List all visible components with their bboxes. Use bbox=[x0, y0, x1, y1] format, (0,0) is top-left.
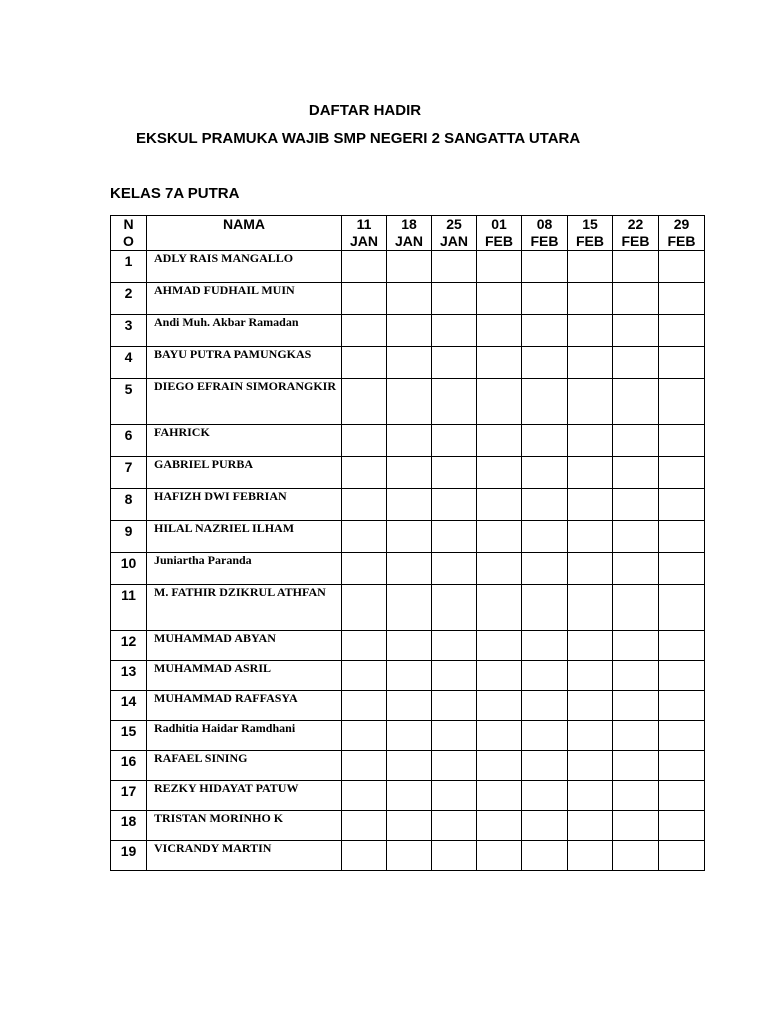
page-subtitle: EKSKUL PRAMUKA WAJIB SMP NEGERI 2 SANGATTA UTARA bbox=[136, 130, 581, 147]
attendance-cell[interactable] bbox=[613, 585, 659, 631]
attendance-cell[interactable] bbox=[522, 315, 568, 347]
attendance-cell[interactable] bbox=[568, 631, 613, 661]
attendance-cell[interactable] bbox=[659, 721, 705, 751]
attendance-cell[interactable] bbox=[568, 425, 613, 457]
attendance-cell[interactable] bbox=[659, 661, 705, 691]
attendance-cell[interactable] bbox=[613, 781, 659, 811]
attendance-cell[interactable] bbox=[432, 751, 477, 781]
student-name: GABRIEL PURBA bbox=[147, 457, 342, 489]
attendance-cell[interactable] bbox=[477, 751, 522, 781]
attendance-cell[interactable] bbox=[432, 457, 477, 489]
attendance-cell[interactable] bbox=[477, 379, 522, 425]
row-number: 9 bbox=[111, 521, 147, 553]
row-number: 6 bbox=[111, 425, 147, 457]
attendance-cell[interactable] bbox=[477, 489, 522, 521]
attendance-cell[interactable] bbox=[613, 841, 659, 871]
attendance-cell[interactable] bbox=[659, 811, 705, 841]
attendance-cell[interactable] bbox=[477, 631, 522, 661]
attendance-cell[interactable] bbox=[387, 521, 432, 553]
attendance-cell[interactable] bbox=[522, 585, 568, 631]
attendance-cell[interactable] bbox=[387, 691, 432, 721]
row-number: 4 bbox=[111, 347, 147, 379]
attendance-cell[interactable] bbox=[522, 251, 568, 283]
attendance-cell[interactable] bbox=[568, 781, 613, 811]
header-date: 25 JAN bbox=[432, 216, 477, 251]
row-number: 2 bbox=[111, 283, 147, 315]
table-row bbox=[111, 283, 705, 315]
attendance-cell[interactable] bbox=[477, 841, 522, 871]
attendance-cell[interactable] bbox=[342, 521, 387, 553]
page-title: DAFTAR HADIR bbox=[308, 102, 422, 119]
student-name: AHMAD FUDHAIL MUIN bbox=[147, 283, 342, 315]
attendance-cell[interactable] bbox=[477, 781, 522, 811]
table-row bbox=[111, 781, 705, 811]
attendance-cell[interactable] bbox=[568, 521, 613, 553]
attendance-cell[interactable] bbox=[613, 811, 659, 841]
header-name: NAMA bbox=[147, 216, 342, 251]
row-number: 18 bbox=[111, 811, 147, 841]
attendance-cell[interactable] bbox=[568, 721, 613, 751]
attendance-cell[interactable] bbox=[477, 283, 522, 315]
attendance-cell[interactable] bbox=[477, 585, 522, 631]
attendance-cell[interactable] bbox=[342, 489, 387, 521]
attendance-cell[interactable] bbox=[613, 283, 659, 315]
attendance-cell[interactable] bbox=[613, 691, 659, 721]
attendance-cell[interactable] bbox=[432, 811, 477, 841]
header-date: 01 FEB bbox=[477, 216, 522, 251]
table-row bbox=[111, 751, 705, 781]
attendance-cell[interactable] bbox=[342, 425, 387, 457]
attendance-cell[interactable] bbox=[659, 841, 705, 871]
attendance-cell[interactable] bbox=[568, 691, 613, 721]
attendance-cell[interactable] bbox=[477, 721, 522, 751]
table-row bbox=[111, 553, 705, 585]
attendance-cell[interactable] bbox=[387, 721, 432, 751]
attendance-cell[interactable] bbox=[387, 585, 432, 631]
attendance-cell[interactable] bbox=[342, 347, 387, 379]
row-number: 3 bbox=[111, 315, 147, 347]
attendance-cell[interactable] bbox=[568, 811, 613, 841]
attendance-cell[interactable] bbox=[342, 379, 387, 425]
student-name: HAFIZH DWI FEBRIAN bbox=[147, 489, 342, 521]
row-number: 8 bbox=[111, 489, 147, 521]
table-row bbox=[111, 585, 705, 631]
header-date: 08 FEB bbox=[522, 216, 568, 251]
attendance-cell[interactable] bbox=[568, 553, 613, 585]
student-name: VICRANDY MARTIN bbox=[147, 841, 342, 871]
attendance-cell[interactable] bbox=[387, 489, 432, 521]
attendance-cell[interactable] bbox=[432, 489, 477, 521]
student-name: MUHAMMAD ASRIL bbox=[147, 661, 342, 691]
header-date: 29 FEB bbox=[659, 216, 705, 251]
student-name: Andi Muh. Akbar Ramadan bbox=[147, 315, 342, 347]
table-row bbox=[111, 489, 705, 521]
row-number: 17 bbox=[111, 781, 147, 811]
attendance-cell[interactable] bbox=[387, 457, 432, 489]
attendance-cell[interactable] bbox=[659, 691, 705, 721]
attendance-cell[interactable] bbox=[432, 691, 477, 721]
attendance-cell[interactable] bbox=[477, 691, 522, 721]
attendance-cell[interactable] bbox=[659, 315, 705, 347]
attendance-cell[interactable] bbox=[659, 585, 705, 631]
attendance-cell[interactable] bbox=[387, 379, 432, 425]
attendance-cell[interactable] bbox=[568, 751, 613, 781]
attendance-cell[interactable] bbox=[659, 521, 705, 553]
attendance-cell[interactable] bbox=[659, 457, 705, 489]
student-name: Radhitia Haidar Ramdhani bbox=[147, 721, 342, 751]
student-name: ADLY RAIS MANGALLO bbox=[147, 251, 342, 283]
attendance-cell[interactable] bbox=[522, 553, 568, 585]
table-row bbox=[111, 347, 705, 379]
row-number: 12 bbox=[111, 631, 147, 661]
attendance-cell[interactable] bbox=[432, 553, 477, 585]
table-row bbox=[111, 721, 705, 751]
row-number: 13 bbox=[111, 661, 147, 691]
row-number: 11 bbox=[111, 585, 147, 631]
attendance-cell[interactable] bbox=[568, 661, 613, 691]
attendance-cell[interactable] bbox=[659, 631, 705, 661]
attendance-cell[interactable] bbox=[432, 841, 477, 871]
class-label: KELAS 7A PUTRA bbox=[110, 185, 240, 202]
header-date: 18 JAN bbox=[387, 216, 432, 251]
attendance-cell[interactable] bbox=[342, 457, 387, 489]
attendance-cell[interactable] bbox=[432, 521, 477, 553]
student-name: MUHAMMAD ABYAN bbox=[147, 631, 342, 661]
attendance-cell[interactable] bbox=[387, 631, 432, 661]
attendance-cell[interactable] bbox=[568, 251, 613, 283]
table-row bbox=[111, 521, 705, 553]
attendance-cell[interactable] bbox=[432, 631, 477, 661]
attendance-cell[interactable] bbox=[522, 379, 568, 425]
table-row bbox=[111, 251, 705, 283]
attendance-cell[interactable] bbox=[477, 347, 522, 379]
attendance-cell[interactable] bbox=[522, 283, 568, 315]
student-name: RAFAEL SINING bbox=[147, 751, 342, 781]
header-no: N O bbox=[111, 216, 147, 251]
attendance-cell[interactable] bbox=[387, 315, 432, 347]
attendance-cell[interactable] bbox=[613, 661, 659, 691]
attendance-cell[interactable] bbox=[659, 283, 705, 315]
attendance-cell[interactable] bbox=[342, 781, 387, 811]
attendance-cell[interactable] bbox=[613, 751, 659, 781]
table-row bbox=[111, 631, 705, 661]
attendance-cell[interactable] bbox=[342, 553, 387, 585]
student-name: TRISTAN MORINHO K bbox=[147, 811, 342, 841]
attendance-cell[interactable] bbox=[568, 585, 613, 631]
attendance-cell[interactable] bbox=[477, 315, 522, 347]
attendance-cell[interactable] bbox=[477, 251, 522, 283]
attendance-cell[interactable] bbox=[613, 553, 659, 585]
attendance-cell[interactable] bbox=[342, 811, 387, 841]
row-number: 14 bbox=[111, 691, 147, 721]
attendance-cell[interactable] bbox=[659, 251, 705, 283]
row-number: 5 bbox=[111, 379, 147, 425]
attendance-cell[interactable] bbox=[477, 553, 522, 585]
header-row bbox=[111, 216, 705, 251]
attendance-cell[interactable] bbox=[659, 347, 705, 379]
attendance-cell[interactable] bbox=[387, 781, 432, 811]
attendance-cell[interactable] bbox=[387, 751, 432, 781]
attendance-cell[interactable] bbox=[387, 661, 432, 691]
attendance-cell[interactable] bbox=[387, 553, 432, 585]
row-number: 16 bbox=[111, 751, 147, 781]
student-name: M. FATHIR DZIKRUL ATHFAN bbox=[147, 585, 342, 631]
row-number: 7 bbox=[111, 457, 147, 489]
attendance-cell[interactable] bbox=[387, 425, 432, 457]
attendance-cell[interactable] bbox=[522, 691, 568, 721]
student-name: BAYU PUTRA PAMUNGKAS bbox=[147, 347, 342, 379]
attendance-cell[interactable] bbox=[613, 457, 659, 489]
student-name: FAHRICK bbox=[147, 425, 342, 457]
attendance-cell[interactable] bbox=[432, 315, 477, 347]
attendance-cell[interactable] bbox=[659, 489, 705, 521]
table-row bbox=[111, 811, 705, 841]
attendance-cell[interactable] bbox=[659, 751, 705, 781]
attendance-cell[interactable] bbox=[522, 751, 568, 781]
attendance-cell[interactable] bbox=[522, 661, 568, 691]
attendance-cell[interactable] bbox=[613, 251, 659, 283]
attendance-cell[interactable] bbox=[613, 347, 659, 379]
attendance-cell[interactable] bbox=[522, 347, 568, 379]
attendance-cell[interactable] bbox=[387, 283, 432, 315]
row-number: 10 bbox=[111, 553, 147, 585]
attendance-cell[interactable] bbox=[659, 781, 705, 811]
table-row bbox=[111, 315, 705, 347]
attendance-cell[interactable] bbox=[432, 721, 477, 751]
attendance-cell[interactable] bbox=[342, 315, 387, 347]
attendance-cell[interactable] bbox=[613, 379, 659, 425]
attendance-cell[interactable] bbox=[613, 315, 659, 347]
attendance-cell[interactable] bbox=[568, 283, 613, 315]
attendance-cell[interactable] bbox=[522, 521, 568, 553]
attendance-cell[interactable] bbox=[432, 379, 477, 425]
student-name: REZKY HIDAYAT PATUW bbox=[147, 781, 342, 811]
attendance-cell[interactable] bbox=[342, 751, 387, 781]
attendance-cell[interactable] bbox=[477, 457, 522, 489]
attendance-cell[interactable] bbox=[477, 661, 522, 691]
attendance-cell[interactable] bbox=[522, 781, 568, 811]
table-row bbox=[111, 425, 705, 457]
attendance-cell[interactable] bbox=[659, 553, 705, 585]
attendance-cell[interactable] bbox=[432, 781, 477, 811]
attendance-cell[interactable] bbox=[522, 811, 568, 841]
attendance-cell[interactable] bbox=[568, 489, 613, 521]
attendance-cell[interactable] bbox=[342, 691, 387, 721]
header-date: 11 JAN bbox=[342, 216, 387, 251]
row-number: 19 bbox=[111, 841, 147, 871]
attendance-cell[interactable] bbox=[342, 631, 387, 661]
attendance-cell[interactable] bbox=[342, 251, 387, 283]
attendance-cell[interactable] bbox=[342, 661, 387, 691]
attendance-cell[interactable] bbox=[613, 489, 659, 521]
attendance-cell[interactable] bbox=[342, 283, 387, 315]
attendance-cell[interactable] bbox=[387, 811, 432, 841]
attendance-cell[interactable] bbox=[522, 489, 568, 521]
row-number: 1 bbox=[111, 251, 147, 283]
attendance-cell[interactable] bbox=[432, 661, 477, 691]
student-name: HILAL NAZRIEL ILHAM bbox=[147, 521, 342, 553]
attendance-cell[interactable] bbox=[477, 521, 522, 553]
attendance-cell[interactable] bbox=[432, 425, 477, 457]
attendance-cell[interactable] bbox=[568, 457, 613, 489]
table-row bbox=[111, 661, 705, 691]
table-row bbox=[111, 379, 705, 425]
attendance-cell[interactable] bbox=[477, 811, 522, 841]
attendance-cell[interactable] bbox=[613, 721, 659, 751]
attendance-cell[interactable] bbox=[477, 425, 522, 457]
attendance-cell[interactable] bbox=[342, 721, 387, 751]
attendance-cell[interactable] bbox=[659, 425, 705, 457]
student-name: MUHAMMAD RAFFASYA bbox=[147, 691, 342, 721]
attendance-cell[interactable] bbox=[432, 585, 477, 631]
attendance-cell[interactable] bbox=[568, 841, 613, 871]
attendance-cell[interactable] bbox=[522, 457, 568, 489]
attendance-cell[interactable] bbox=[432, 347, 477, 379]
table-row bbox=[111, 691, 705, 721]
attendance-cell[interactable] bbox=[387, 251, 432, 283]
attendance-cell[interactable] bbox=[613, 425, 659, 457]
student-name: Juniartha Paranda bbox=[147, 553, 342, 585]
student-name: DIEGO EFRAIN SIMORANGKIR bbox=[147, 379, 342, 425]
attendance-table bbox=[110, 215, 705, 871]
row-number: 15 bbox=[111, 721, 147, 751]
attendance-cell[interactable] bbox=[432, 251, 477, 283]
attendance-cell[interactable] bbox=[568, 379, 613, 425]
header-date: 15 FEB bbox=[568, 216, 613, 251]
attendance-cell[interactable] bbox=[568, 347, 613, 379]
attendance-cell[interactable] bbox=[522, 841, 568, 871]
table-row bbox=[111, 457, 705, 489]
header-date: 22 FEB bbox=[613, 216, 659, 251]
table-row bbox=[111, 841, 705, 871]
attendance-cell[interactable] bbox=[659, 379, 705, 425]
attendance-cell[interactable] bbox=[568, 315, 613, 347]
attendance-cell[interactable] bbox=[522, 721, 568, 751]
attendance-cell[interactable] bbox=[613, 631, 659, 661]
attendance-cell[interactable] bbox=[342, 841, 387, 871]
attendance-cell[interactable] bbox=[387, 347, 432, 379]
attendance-cell[interactable] bbox=[522, 425, 568, 457]
attendance-cell[interactable] bbox=[342, 585, 387, 631]
attendance-cell[interactable] bbox=[522, 631, 568, 661]
attendance-cell[interactable] bbox=[387, 841, 432, 871]
attendance-cell[interactable] bbox=[432, 283, 477, 315]
attendance-cell[interactable] bbox=[613, 521, 659, 553]
